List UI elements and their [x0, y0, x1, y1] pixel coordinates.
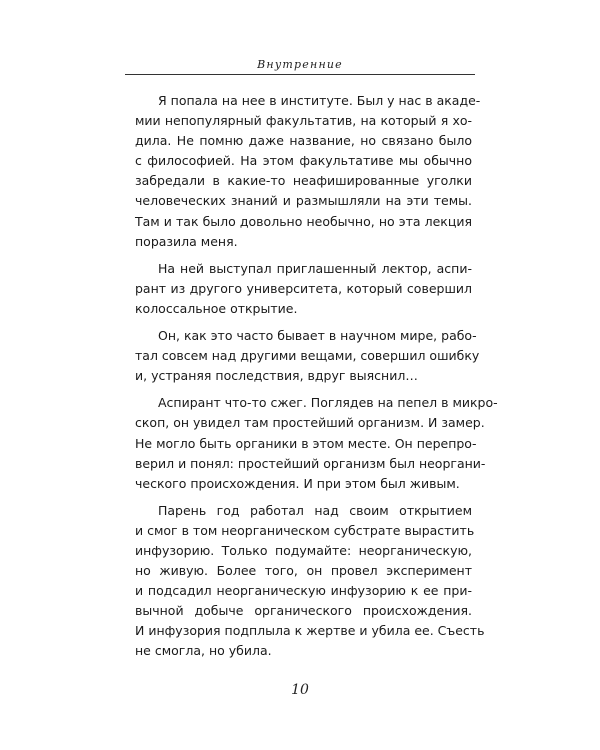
text-line: не смогла, но убила.: [135, 643, 272, 659]
text-line: с философией. На этом факультативе мы обычно: [135, 153, 472, 169]
text-line: Не могло быть органики в этом месте. Он перепро-: [135, 435, 477, 451]
text-line: вычной добыче органического происхождения.: [135, 603, 472, 619]
text-line: Парень год работал над своим открытием: [158, 502, 472, 518]
text-line: ческого происхождения. И при этом был живым.: [135, 475, 460, 491]
text-line: и смог в том неорганическом субстрате вырастить: [135, 522, 475, 538]
text-line: мии непопулярный факультатив, на который я хо-: [135, 113, 472, 129]
text-line: и подсадил неорганическую инфузорию к ее при-: [135, 583, 472, 599]
header-divider: [125, 74, 475, 75]
text-line: тал совсем над другими вещами, совершил ошибку: [135, 348, 480, 364]
text-line: Там и так было довольно необычно, но эта лекция: [135, 213, 472, 229]
text-line: забредали в какие-то неафишированные уголки: [135, 173, 472, 189]
text-line: Аспирант что-то сжег. Поглядев на пепел в микро-: [158, 395, 498, 411]
text-line: И инфузория подплыла к жертве и убила ее. Съесть: [135, 623, 485, 639]
paragraph-1: [135, 91, 481, 252]
text-line: человеческих знаний и размышляли на эти темы.: [135, 193, 472, 209]
text-line: Я попала на нее в институте. Был у нас в акаде-: [158, 93, 481, 108]
text-line: скоп, он увидел там простейший организм. И замер.: [135, 415, 485, 431]
text-line: инфузорию. Только подумайте: неорганическую,: [135, 542, 472, 558]
text-line: но живую. Более того, он провел эксперимент: [135, 563, 472, 579]
text-line: дила. Не помню даже название, но связано было: [135, 133, 472, 149]
body-text: [135, 91, 498, 669]
page-number: 10: [291, 682, 309, 698]
text-line: На ней выступал приглашенный лектор, аспи-: [158, 260, 472, 276]
text-line: поразила меня.: [135, 233, 238, 249]
text-line: рант из другого университета, который совершил: [135, 280, 472, 296]
paragraph-5: [135, 501, 485, 662]
text-line: Он, как это часто бывает в научном мире, рабо-: [158, 328, 477, 344]
paragraph-3: [135, 326, 480, 386]
text-line: и, устраняя последствия, вдруг выяснил…: [135, 368, 418, 384]
paragraph-4: [135, 393, 498, 493]
text-line: колоссальное открытие.: [135, 300, 298, 316]
text-line: верил и понял: простейший организм был неоргани-: [135, 455, 486, 471]
running-head-title: Внутренние: [257, 58, 343, 71]
paragraph-2: [135, 259, 472, 319]
